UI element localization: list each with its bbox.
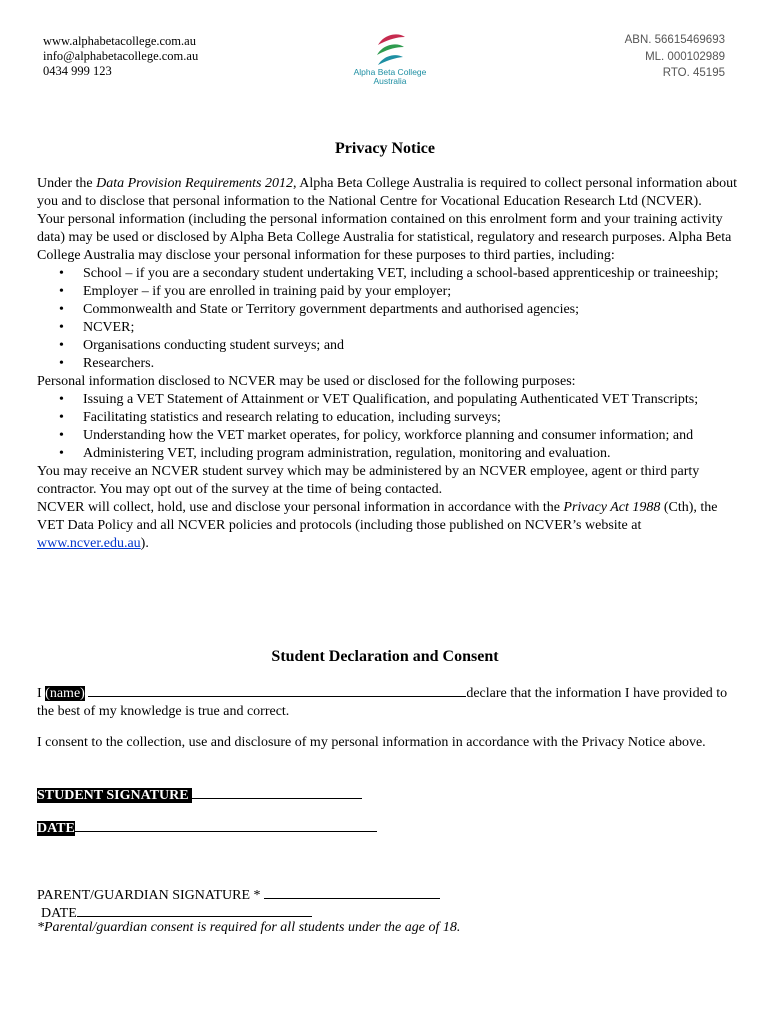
privacy-notice-body	[37, 175, 737, 553]
purposes-list	[37, 391, 737, 463]
survey-paragraph: You may receive an NCVER student survey which may be administered by an NCVER employee, agent or third party contractor. You may opt out of the survey at the time of being contacted.	[37, 464, 700, 497]
contact-phone: 0434 999 123	[43, 64, 112, 78]
list-item: • School – if you are a secondary student undertaking VET, including a school-based apprenticeship or traineeship;	[37, 265, 737, 283]
student-date-label: DATE	[37, 821, 75, 836]
ml-number: ML. 000102989	[645, 50, 725, 63]
parental-consent-footnote: *Parental/guardian consent is required for all students under the age of 18.	[37, 920, 461, 935]
student-signature-row	[37, 785, 737, 805]
declaration-title: Student Declaration and Consent	[271, 648, 499, 665]
parent-signature-row	[37, 885, 737, 905]
list-item: • Researchers.	[37, 355, 737, 373]
student-date-field[interactable]	[75, 818, 377, 832]
list-item: • Organisations conducting student surveys; and	[37, 337, 737, 355]
parent-signature-label: PARENT/GUARDIAN SIGNATURE *	[37, 888, 261, 903]
purposes-paragraph: Personal information disclosed to NCVER may be used or disclosed for the following purposes:	[37, 374, 576, 389]
list-item: • Understanding how the VET market operates, for policy, workforce planning and consumer information; and	[37, 427, 737, 445]
leaf-logo-icon	[372, 32, 408, 68]
contact-block	[43, 34, 198, 79]
parent-date-label: DATE	[41, 906, 77, 921]
logo-country: Australia	[373, 76, 407, 86]
student-signature-label: STUDENT SIGNATURE	[37, 788, 189, 803]
list-item: • Facilitating statistics and research relating to education, including surveys;	[37, 409, 737, 427]
student-signature-field[interactable]	[192, 785, 362, 799]
disclosure-paragraph: Your personal information (including the personal information contained on this enrolment form and your training activity data) may be used or disclosed by Alpha Beta College Australia for statistical, regulatory and research purposes. Alpha Beta College Australia may disclose your personal information for these purposes to third parties, including:	[37, 212, 732, 263]
intro-paragraph: Under the Data Provision Requirements 2012, Alpha Beta College Australia is required to collect personal information about you and to disclose that personal information to the National Centre for Vocational Education Research Ltd (NCVER).	[37, 176, 737, 209]
abn-number: ABN. 56615469693	[624, 34, 725, 46]
ncver-website-link[interactable]: www.ncver.edu.au	[37, 536, 141, 551]
list-item: • NCVER;	[37, 319, 737, 337]
registration-block	[625, 32, 725, 82]
parent-signature-field[interactable]	[264, 885, 440, 899]
logo-name: Alpha Beta College	[353, 67, 427, 77]
rto-number: RTO. 45195	[662, 67, 725, 79]
name-field[interactable]	[88, 683, 466, 697]
name-declaration: I (name) declare that the information I have provided to the best of my knowledge is true and correct.	[37, 683, 737, 721]
list-item: • Administering VET, including program administration, regulation, monitoring and evaluation.	[37, 445, 737, 463]
list-item: • Commonwealth and State or Territory government departments and authorised agencies;	[37, 301, 737, 319]
college-logo	[345, 32, 435, 88]
list-item: • Issuing a VET Statement of Attainment or VET Qualification, and populating Authenticated VET Transcripts;	[37, 391, 737, 409]
student-date-row	[37, 818, 737, 838]
consent-statement: I consent to the collection, use and disclosure of my personal information in accordance with the Privacy Notice above.	[37, 735, 706, 750]
contact-website[interactable]: www.alphabetacollege.com.au	[43, 34, 196, 48]
name-label: (name)	[45, 686, 85, 701]
third-party-list	[37, 265, 737, 373]
contact-email[interactable]: info@alphabetacollege.com.au	[43, 49, 199, 63]
privacy-notice-title: Privacy Notice	[335, 140, 435, 157]
privacy-act-paragraph: NCVER will collect, hold, use and disclose your personal information in accordance with the Privacy Act 1988 (Cth), the VET Data Policy and all NCVER policies and protocols (including those published on NCVER’s website at www.ncver.edu.au).	[37, 500, 718, 551]
list-item: • Employer – if you are enrolled in training paid by your employer;	[37, 283, 737, 301]
parent-date-field[interactable]	[77, 903, 312, 917]
